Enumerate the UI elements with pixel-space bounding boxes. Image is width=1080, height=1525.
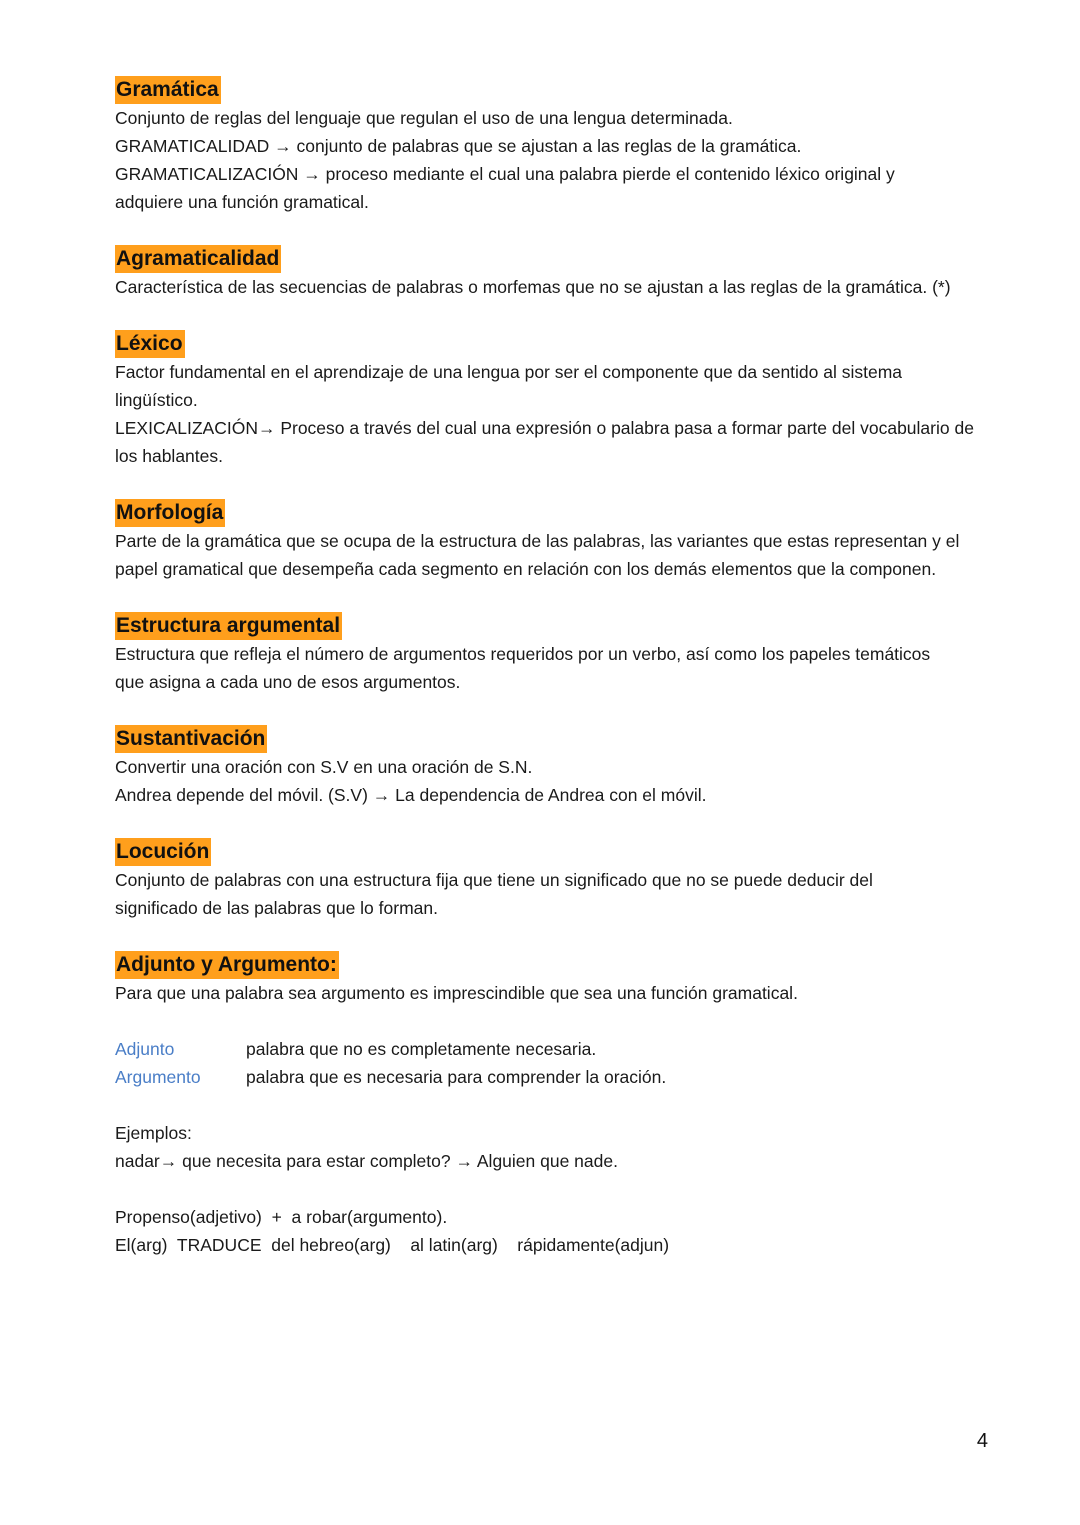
text-line: LEXICALIZACIÓN→ Proceso a través del cual una expresión o palabra pasa a formar parte del vocabulario de: [115, 418, 974, 438]
text-line: adquiere una función gramatical.: [115, 192, 369, 212]
text-line: significado de las palabras que lo forman.: [115, 898, 438, 918]
text-line: Estructura que refleja el número de argumentos requeridos por un verbo, así como los papeles temáticos: [115, 644, 931, 664]
text-line: que asigna a cada uno de esos argumentos.: [115, 672, 461, 692]
definition-row: [115, 1063, 995, 1091]
spacer: [115, 1007, 995, 1035]
text-line: los hablantes.: [115, 446, 223, 466]
text-line: papel gramatical que desempeña cada segmento en relación con los demás elementos que la componen.: [115, 559, 937, 579]
text-line: Conjunto de reglas del lenguaje que regulan el uso de una lengua determinada.: [115, 108, 733, 128]
spacer: [115, 1175, 995, 1203]
definition-text: palabra que no es completamente necesaria.: [246, 1039, 597, 1059]
definition-text: palabra que es necesaria para comprender la oración.: [246, 1067, 667, 1087]
spacer: [115, 1091, 995, 1119]
text-line: Convertir una oración con S.V en una oración de S.N.: [115, 757, 533, 777]
example-line: Propenso(adjetivo) + a robar(argumento).: [115, 1207, 448, 1227]
document-page: [115, 76, 995, 1288]
text-line: Factor fundamental en el aprendizaje de una lengua por ser el componente que da sentido al sistema: [115, 362, 903, 382]
page-number: 4: [976, 1430, 988, 1452]
text-line: lingüístico.: [115, 390, 198, 410]
section-heading: Léxico: [115, 330, 185, 358]
section-sustantivacion: [115, 725, 995, 809]
example-line: El(arg) TRADUCE del hebreo(arg) al latin(arg) rápidamente(adjun): [115, 1235, 670, 1255]
text-line: GRAMATICALIDAD → conjunto de palabras que se ajustan a las reglas de la gramática.: [115, 136, 802, 156]
section-locucion: [115, 838, 995, 922]
section-agramaticalidad: [115, 245, 995, 301]
section-heading: Agramaticalidad: [115, 245, 281, 273]
definition-term: Argumento: [115, 1067, 201, 1087]
section-morfologia: [115, 499, 995, 583]
section-gramatica: [115, 76, 995, 216]
text-line: Para que una palabra sea argumento es imprescindible que sea una función gramatical.: [115, 983, 798, 1003]
text-line: GRAMATICALIZACIÓN → proceso mediante el cual una palabra pierde el contenido léxico original y: [115, 164, 895, 184]
section-adjunto-argumento: [115, 951, 995, 1259]
section-heading: Sustantivación: [115, 725, 267, 753]
example-line: nadar→ que necesita para estar completo? → Alguien que nade.: [115, 1151, 618, 1171]
definition-term: Adjunto: [115, 1039, 175, 1059]
section-heading: Estructura argumental: [115, 612, 342, 640]
text-line: Característica de las secuencias de palabras o morfemas que no se ajustan a las reglas de la gramática. (*): [115, 277, 951, 297]
examples-label: Ejemplos:: [115, 1123, 192, 1143]
section-heading: Locución: [115, 838, 211, 866]
section-estructura-argumental: [115, 612, 995, 696]
text-line: Conjunto de palabras con una estructura fija que tiene un significado que no se puede deducir del: [115, 870, 873, 890]
section-heading: Morfología: [115, 499, 225, 527]
section-heading: Gramática: [115, 76, 221, 104]
text-line: Parte de la gramática que se ocupa de la estructura de las palabras, las variantes que estas representan y el: [115, 531, 960, 551]
section-heading: Adjunto y Argumento:: [115, 951, 339, 979]
text-line: Andrea depende del móvil. (S.V) → La dependencia de Andrea con el móvil.: [115, 785, 707, 805]
definition-row: [115, 1035, 995, 1063]
section-lexico: [115, 330, 995, 470]
